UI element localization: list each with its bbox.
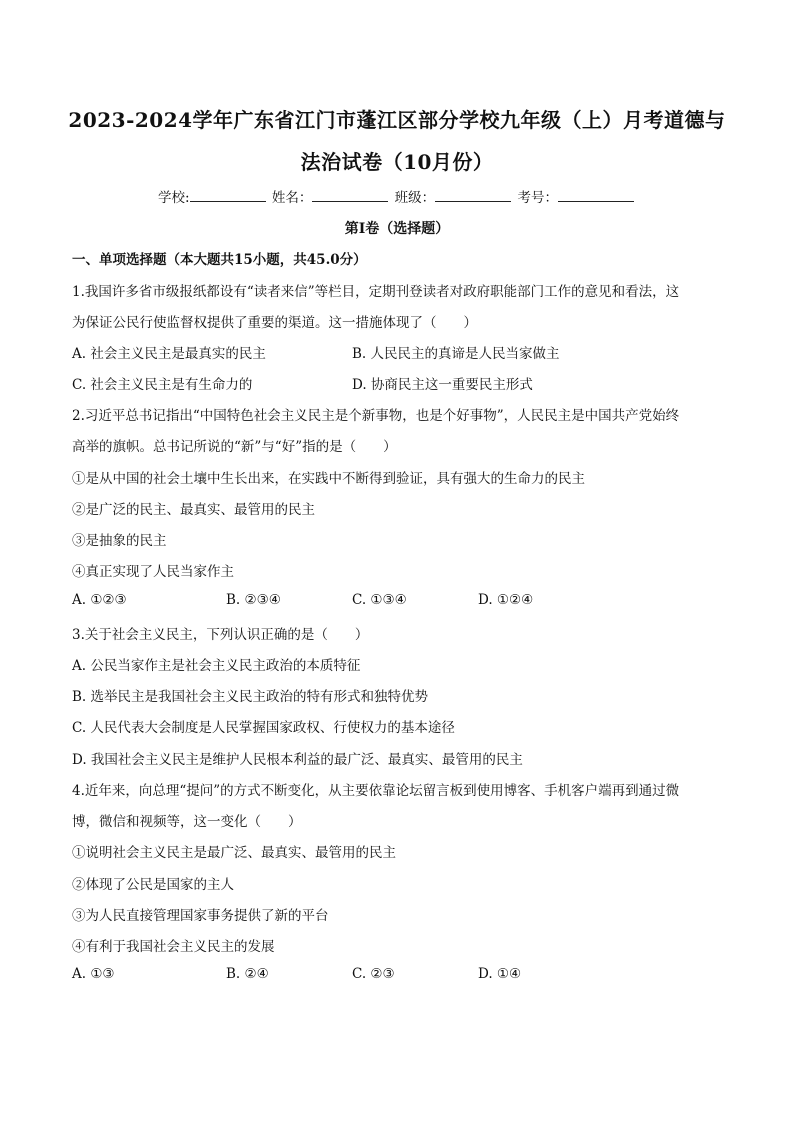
- question-1-option-a: A. 社会主义民主是最真实的民主: [72, 346, 266, 362]
- number-label: 考号：: [517, 190, 558, 206]
- question-2-statement-1: ①是从中国的社会土壤中生长出来，在实践中不断得到验证，具有强大的生命力的民主: [72, 471, 585, 487]
- question-2-option-b: B. ②③④: [226, 592, 281, 608]
- question-1-option-c: C. 社会主义民主是有生命力的: [72, 377, 253, 393]
- question-3-option-a: A. 公民当家作主是社会主义民主政治的本质特征: [72, 658, 361, 674]
- question-2-statement-3: ③是抽象的民主: [72, 533, 167, 549]
- question-2-line-2: 高举的旗帜。总书记所说的“新”与“好”指的是（ ）: [72, 439, 397, 455]
- question-4-statement-2: ②体现了公民是国家的主人: [72, 877, 234, 893]
- question-1-option-d: D. 协商民主这一重要民主形式: [352, 377, 533, 393]
- question-2-statement-2: ②是广泛的民主、最真实、最管用的民主: [72, 502, 315, 518]
- question-4-option-d: D. ①④: [478, 966, 522, 982]
- question-4-option-b: B. ②④: [226, 966, 269, 982]
- exam-title-line-2: 法治试卷（10月份）: [300, 150, 494, 174]
- class-blank: [435, 189, 511, 202]
- name-label: 姓名：: [271, 190, 313, 206]
- question-2-option-d: D. ①②④: [478, 592, 534, 608]
- question-3-option-d: D. 我国社会主义民主是维护人民根本利益的最广泛、最真实、最管用的民主: [72, 752, 523, 768]
- question-4-statement-3: ③为人民直接管理国家事务提供了新的平台: [72, 908, 329, 924]
- section-title: 第I卷（选择题）: [344, 221, 450, 237]
- name-blank: [312, 189, 388, 202]
- question-2-statement-4: ④真正实现了人民当家作主: [72, 564, 234, 580]
- question-1-line-2: 为保证公民行使监督权提供了重要的渠道。这一措施体现了（ ）: [72, 315, 477, 331]
- question-3-option-b: B. 选举民主是我国社会主义民主政治的特有形式和独特优势: [72, 689, 429, 705]
- question-2-option-c: C. ①③④: [352, 592, 407, 608]
- question-1-line-1: 1.我国许多省市级报纸都设有“读者来信”等栏目，定期刊登读者对政府职能部门工作的意见和看法，这: [72, 284, 680, 300]
- question-4-line-1: 4.近年来，向总理“提问”的方式不断变化，从主要依靠论坛留言板到使用博客、手机客户端再到通过微: [72, 783, 680, 799]
- class-label: 班级：: [394, 190, 436, 206]
- school-blank: [190, 189, 266, 202]
- question-1-option-b: B. 人民民主的真谛是人民当家做主: [352, 346, 560, 362]
- number-blank: [558, 189, 634, 202]
- question-4-statement-1: ①说明社会主义民主是最广泛、最真实、最管用的民主: [72, 845, 396, 861]
- question-4-statement-4: ④有利于我国社会主义民主的发展: [72, 939, 275, 955]
- question-2-line-1: 2.习近平总书记指出“中国特色社会主义民主是个新事物，也是个好事物”，人民民主是中国共产党始终: [72, 408, 680, 424]
- student-info-row: [0, 186, 794, 206]
- school-label: 学校:: [158, 190, 190, 206]
- question-4-line-2: 博，微信和视频等，这一变化（ ）: [72, 814, 302, 830]
- question-4-option-a: A. ①③: [72, 966, 115, 982]
- exam-title-line-1: 2023-2024学年广东省江门市蓬江区部分学校九年级（上）月考道德与: [68, 108, 726, 132]
- question-4-option-c: C. ②③: [352, 966, 395, 982]
- part-heading: 一、单项选择题（本大题共15小题，共45.0分）: [72, 252, 367, 268]
- question-3-stem: 3.关于社会主义民主，下列认识正确的是（ ）: [72, 627, 369, 643]
- question-2-option-a: A. ①②③: [72, 592, 127, 608]
- question-3-option-c: C. 人民代表大会制度是人民掌握国家政权、行使权力的基本途径: [72, 720, 455, 736]
